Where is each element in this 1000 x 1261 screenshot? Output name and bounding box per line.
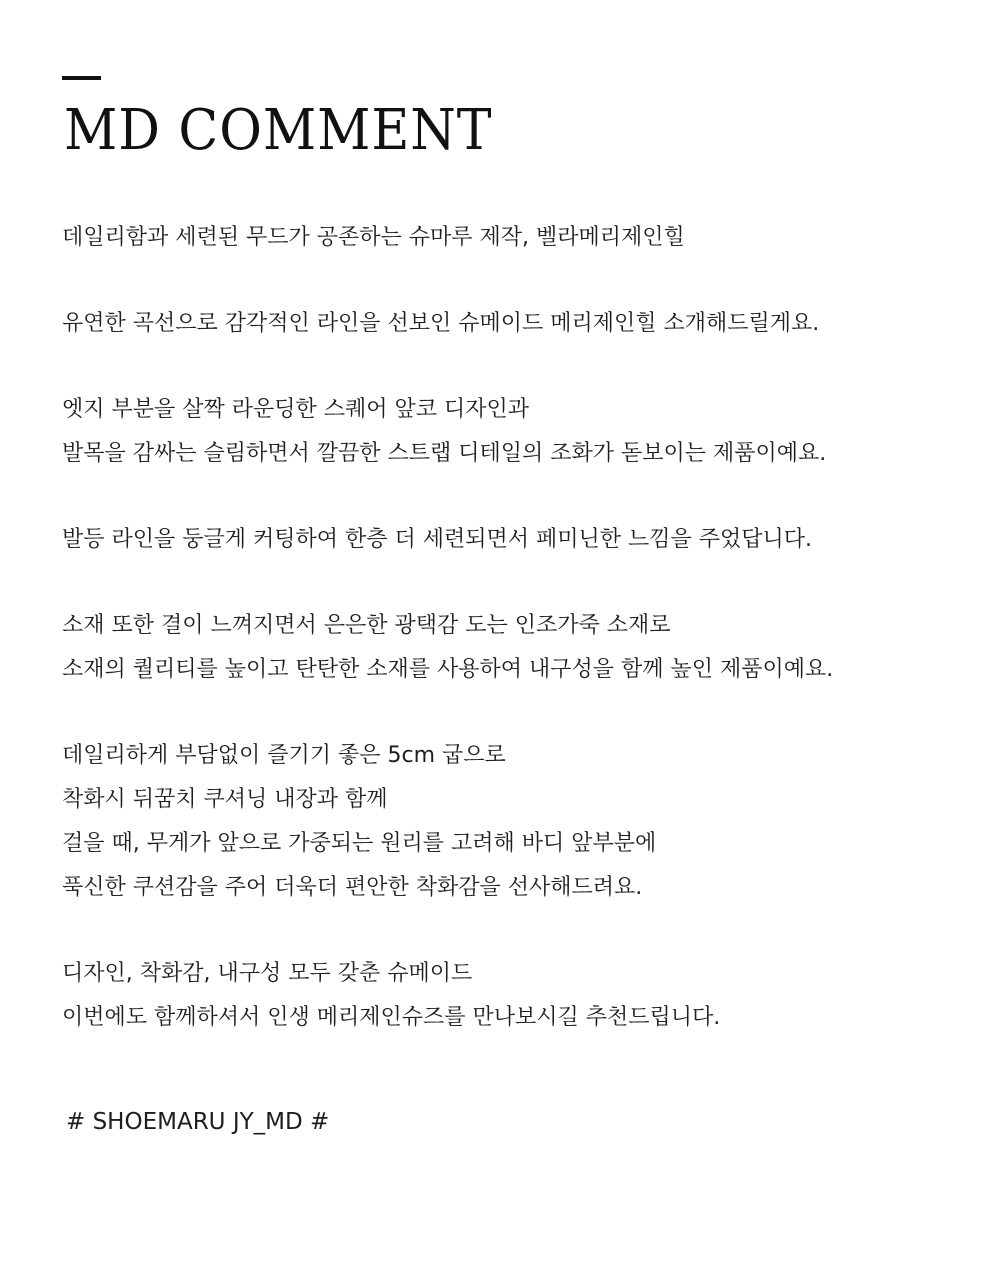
text-line: 디자인, 착화감, 내구성 모두 갖춘 슈메이드 — [62, 961, 473, 986]
paragraph-material — [62, 604, 982, 692]
text-line: 걸을 때, 무게가 앞으로 가중되는 원리를 고려해 바디 앞부분에 — [62, 831, 657, 856]
text-line: 이번에도 함께하셔서 인생 메리제인슈즈를 만나보시길 추천드립니다. — [62, 1005, 721, 1030]
title-accent-bar — [62, 76, 101, 80]
paragraph-introduction — [62, 302, 982, 346]
page-title: MD COMMENT — [64, 98, 493, 163]
text-line: 발등 라인을 둥글게 커팅하여 한층 더 세련되면서 페미닌한 느낌을 주었답니다. — [62, 527, 812, 552]
text-line: 소재의 퀄리티를 높이고 탄탄한 소재를 사용하여 내구성을 함께 높인 제품이예요. — [62, 657, 834, 682]
paragraph-cutting — [62, 518, 982, 562]
paragraph-design — [62, 388, 982, 476]
md-signature: # SHOEMARU JY_MD # — [66, 1109, 330, 1135]
text-line: 데일리하게 부담없이 즐기기 좋은 5cm 굽으로 — [62, 743, 506, 768]
text-line: 착화시 뒤꿈치 쿠셔닝 내장과 함께 — [62, 787, 388, 812]
text-line: 유연한 곡선으로 감각적인 라인을 선보인 슈메이드 메리제인힐 소개해드릴게요. — [62, 311, 820, 336]
text-line: 데일리함과 세련된 무드가 공존하는 슈마루 제작, 벨라메리제인힐 — [62, 225, 685, 250]
paragraph-intro — [62, 216, 982, 260]
text-line: 푹신한 쿠션감을 주어 더욱더 편안한 착화감을 선사해드려요. — [62, 875, 643, 900]
text-line: 엣지 부분을 살짝 라운딩한 스퀘어 앞코 디자인과 — [62, 397, 530, 422]
paragraph-recommendation — [62, 952, 982, 1040]
paragraph-comfort — [62, 734, 982, 910]
text-line: 발목을 감싸는 슬림하면서 깔끔한 스트랩 디테일의 조화가 돋보이는 제품이예요. — [62, 441, 827, 466]
text-line: 소재 또한 결이 느껴지면서 은은한 광택감 도는 인조가죽 소재로 — [62, 613, 671, 638]
comment-body — [62, 216, 982, 1082]
